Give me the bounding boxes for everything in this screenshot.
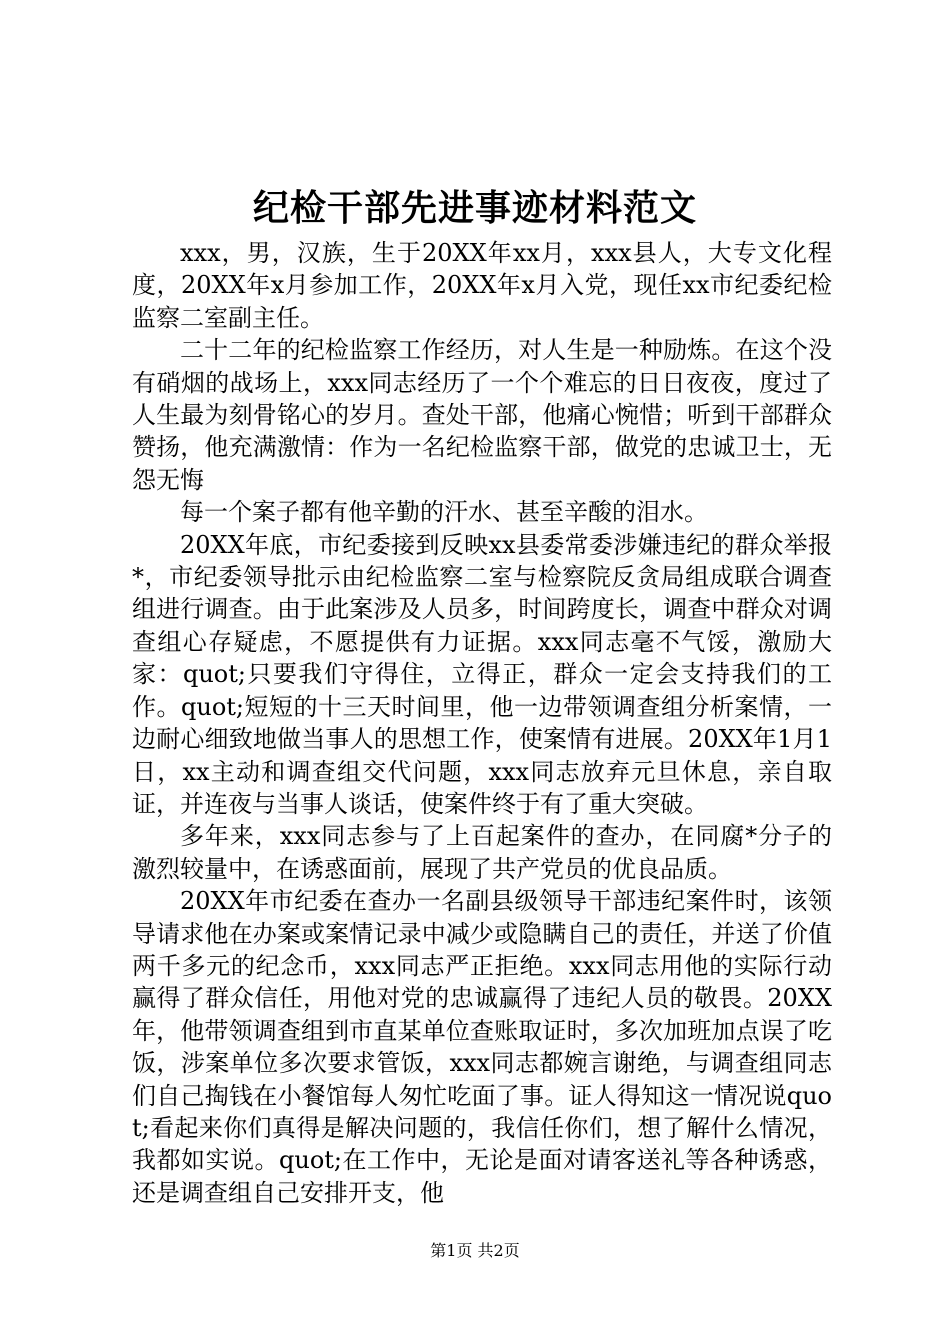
page-number-footer: 第1页 共2页 [430,1241,520,1260]
paragraph-integrity: 20XX年市纪委在查办一名副县级领导干部违纪案件时，该领导请求他在办案或案情记录中减少或隐瞒自己的责任，并送了价值两千多元的纪念币，xxx同志严正拒绝。xxx同志用他的实际行动赢得了群众信任，用他对党的忠诚赢得了违纪人员的敬畏。20XX年，他带领调查组到市直某单位查账取证时，多次加班加点误了吃饭，涉案单位多次要求管饭，xxx同志都婉言谢绝，与调查组同志们自己掏钱在小餐馆每人匆忙吃面了事。证人得知这一情况说quot;看起来你们真得是解决问题的，我信任你们，想了解什么情况，我都如实说。quot;在工作中，无论是面对请客送礼等各种诱惑，还是调查组自己安排开支，他 [132,887,832,1207]
paragraph-cases: 每一个案子都有他辛勤的汗水、甚至辛酸的泪水。 [180,498,708,527]
document-title: 纪检干部先进事迹材料范文 [252,187,697,229]
document-body [132,237,832,1209]
paragraph-years: 多年来，xxx同志参与了上百起案件的查办，在同腐*分子的激烈较量中，在诱惑面前，展现了共产党员的优良品质。 [132,822,832,883]
paragraph-investigation: 20XX年底，市纪委接到反映xx县委常委涉嫌违纪的群众举报*，市纪委领导批示由纪检监察二室与检察院反贪局组成联合调查组进行调查。由于此案涉及人员多，时间跨度长，调查中群众对调查组心存疑虑，不愿提供有力证据。xxx同志毫不气馁，激励大家：quot;只要我们守得住，立得正，群众一定会支持我们的工作。quot;短短的十三天时间里，他一边带领调查组分析案情，一边耐心细致地做当事人的思想工作，使案情有进展。20XX年1月1日，xx主动和调查组交代问题，xxx同志放弃元旦休息，亲自取证，并连夜与当事人谈话，使案件终于有了重大突破。 [132,530,832,818]
paragraph-intro: xxx，男，汉族，生于20XX年xx月，xxx县人，大专文化程度，20XX年x月参加工作，20XX年x月入党，现任xx市纪委纪检监察二室副主任。 [132,239,832,332]
paragraph-experience: 二十二年的纪检监察工作经历，对人生是一种励炼。在这个没有硝烟的战场上，xxx同志经历了一个个难忘的日日夜夜，度过了人生最为刻骨铭心的岁月。查处干部，他痛心惋惜；听到干部群众赞扬，他充满激情：作为一名纪检监察干部，做党的忠诚卫士，无怨无悔 [132,336,832,494]
